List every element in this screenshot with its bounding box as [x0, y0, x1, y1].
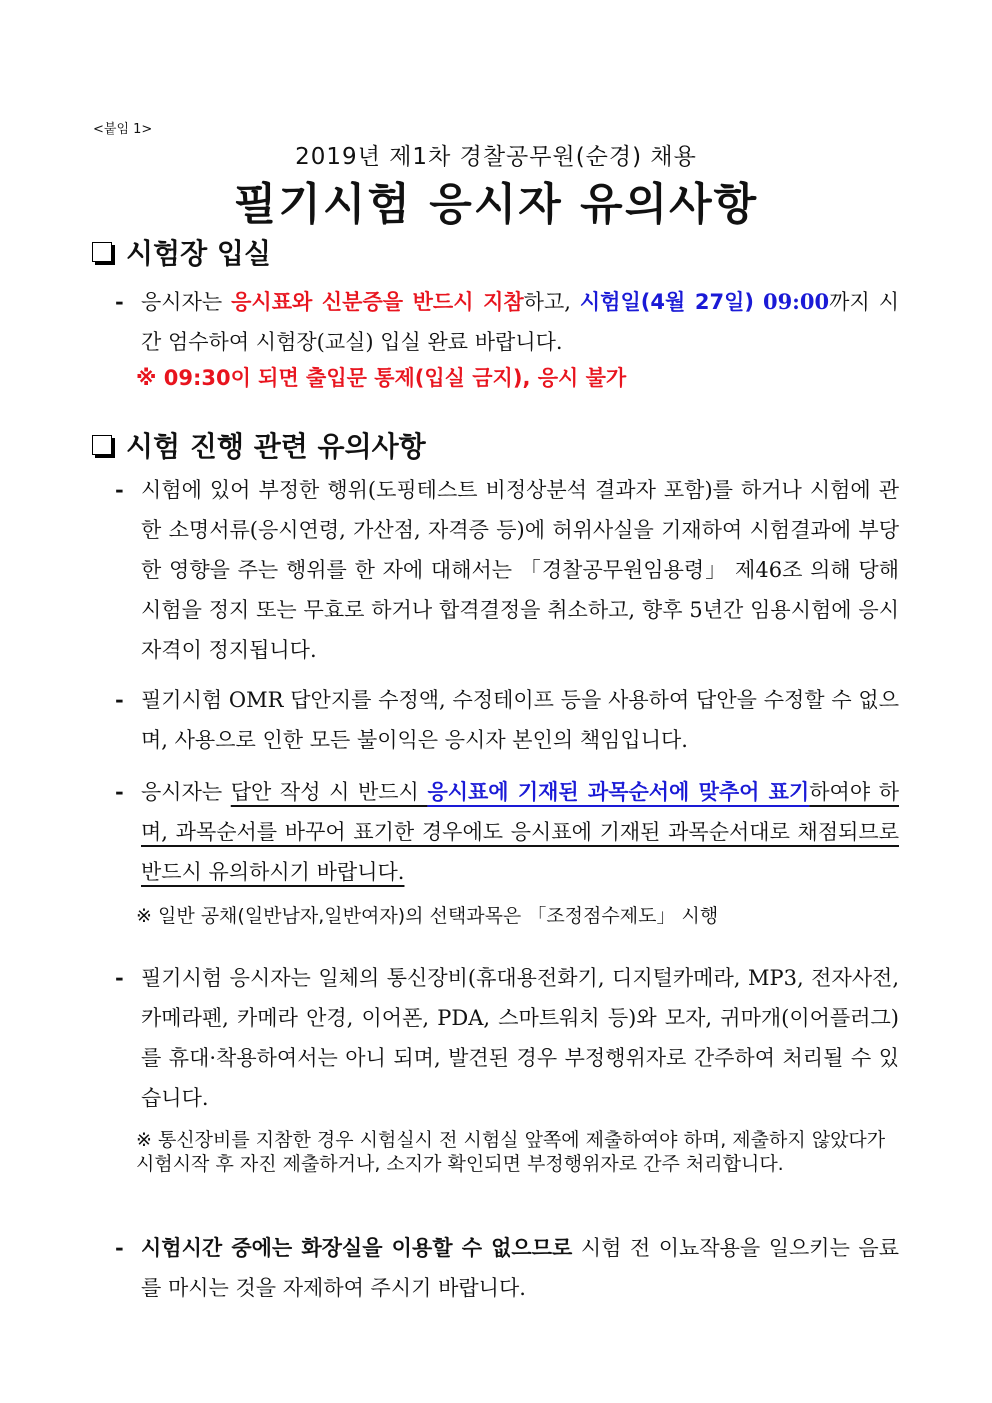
attachment-label: <붙임 1>: [93, 122, 153, 137]
list-item: - 응시자는 답안 작성 시 반드시 응시표에 기재된 과목순서에 맞추어 표기하여야 하며, 과목순서를 바꾸어 표기한 경우에도 응시표에 기재된 과목순서대로 채점되므로 반드시 유의하시기 바랍니다.: [115, 772, 899, 892]
section-heading-text: 시험 진행 관련 유의사항: [126, 430, 426, 463]
checkbox-icon: [92, 242, 112, 262]
section-heading-entry: [92, 232, 271, 272]
dash-bullet: -: [115, 965, 124, 990]
list-item: - 시험에 있어 부정한 행위(도핑테스트 비정상분석 결과자 포함)를 하거나 시험에 관한 소명서류(응시연령, 가산점, 자격증 등)에 허위사실을 기재하여 시험결과에 부당한 영향을 주는 행위를 한 자에 대해서는 「경찰공무원임용령」 제46조 의해 당해시험을 정지 또는 무효로 하거나 합격결정을 취소하고, 향후 5년간 임용시험에 응시자격이 정지됩니다.: [115, 470, 899, 670]
list-item: - 응시자는 응시표와 신분증을 반드시 지참하고, 시험일(4월 27일) 09:00까지 시간 엄수하여 시험장(교실) 입실 완료 바랍니다.: [115, 282, 899, 362]
dash-bullet: -: [115, 779, 124, 804]
list-item: - 시험시간 중에는 화장실을 이용할 수 없으므로 시험 전 이뇨작용을 일으키는 음료를 마시는 것을 자제하여 주시기 바랍니다.: [115, 1228, 899, 1308]
bold-text: 시험시간 중에는 화장실을 이용할 수 없으므로: [141, 1236, 573, 1260]
entry-warning: ※ 09:30이 되면 출입문 통제(입실 금지), 응시 불가: [136, 366, 627, 390]
highlight-blue: 응시표에 기재된 과목순서에 맞추어 표기: [427, 780, 810, 804]
entry-time: 09:00: [762, 289, 830, 314]
checkbox-icon: [92, 435, 112, 455]
note-text: ※ 통신장비를 지참한 경우 시험실시 전 시험실 앞쪽에 제출하여야 하며, 제출하지 않았다가 시험시작 후 자진 제출하거나, 소지가 확인되면 부정행위자로 간주 처리합니다.: [136, 1129, 886, 1175]
dash-bullet: -: [115, 1235, 124, 1260]
document-subtitle: 2019년 제1차 경찰공무원(순경) 채용: [295, 144, 697, 170]
note-text: ※ 일반 공채(일반남자,일반여자)의 선택과목은 「조정점수제도」 시행: [136, 905, 719, 927]
section-heading-rules: [92, 425, 426, 465]
dash-bullet: -: [115, 687, 124, 712]
document-title: 필기시험 응시자 유의사항: [233, 179, 759, 230]
highlight-red: 응시표와 신분증을 반드시 지참: [231, 290, 524, 314]
list-item: - 필기시험 응시자는 일체의 통신장비(휴대용전화기, 디지털카메라, MP3, 전자사전, 카메라펜, 카메라 안경, 이어폰, PDA, 스마트워치 등)와 모자, 귀마개(이어플러그)를 휴대·착용하여서는 아니 되며, 발견된 경우 부정행위자로 간주하여 처리될 수 있습니다.: [115, 958, 899, 1118]
list-item: - 필기시험 OMR 답안지를 수정액, 수정테이프 등을 사용하여 답안을 수정할 수 없으며, 사용으로 인한 모든 불이익은 응시자 본인의 책임입니다.: [115, 680, 899, 760]
section-heading-text: 시험장 입실: [126, 237, 271, 270]
dash-bullet: -: [115, 289, 124, 314]
exam-date: 시험일(4월 27일): [579, 290, 754, 314]
dash-bullet: -: [115, 477, 124, 502]
